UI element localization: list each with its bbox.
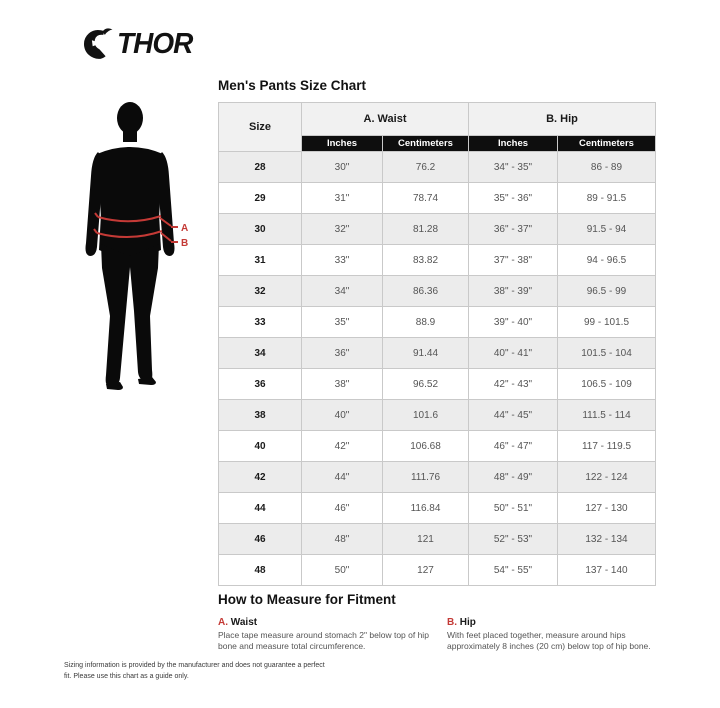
- waist-inches-cell: 33": [302, 245, 383, 276]
- hip-cm-cell: 106.5 - 109: [558, 369, 656, 400]
- hip-inches-cell: 40" - 41": [469, 338, 558, 369]
- waist-inches-cell: 48": [302, 524, 383, 555]
- waist-cm-cell: 81.28: [383, 214, 469, 245]
- measurement-figure: [68, 96, 220, 396]
- hip-cm-cell: 122 - 124: [558, 462, 656, 493]
- brand-logo-text: THOR: [117, 27, 193, 60]
- male-silhouette-diagram: [68, 96, 220, 396]
- table-row: [219, 276, 656, 307]
- waist-label-a: A: [181, 223, 189, 234]
- waist-cm-cell: 127: [383, 555, 469, 586]
- how-to-measure-title: How to Measure for Fitment: [218, 592, 396, 607]
- waist-cm-cell: 86.36: [383, 276, 469, 307]
- waist-cm-cell: 91.44: [383, 338, 469, 369]
- waist-inches-cell: 50": [302, 555, 383, 586]
- instruction-description: With feet placed together, measure around hips approximately 8 inches (20 cm) below top of hip bone.: [447, 630, 651, 652]
- table-row: [219, 555, 656, 586]
- table-row: [219, 245, 656, 276]
- hip-cm-cell: 96.5 - 99: [558, 276, 656, 307]
- hip-label-b: B: [181, 238, 189, 249]
- table-row: [219, 307, 656, 338]
- how-to-measure-section: [218, 592, 658, 653]
- hip-inches-cell: 54" - 55": [469, 555, 558, 586]
- table-row: [219, 183, 656, 214]
- waist-inches-cell: 36": [302, 338, 383, 369]
- hip-cm-cell: 137 - 140: [558, 555, 656, 586]
- col-header-size: Size: [219, 103, 302, 152]
- col-group-hip: B. Hip: [469, 103, 656, 136]
- waist-cm-cell: 76.2: [383, 152, 469, 183]
- hip-cm-cell: 111.5 - 114: [558, 400, 656, 431]
- hip-cm-cell: 91.5 - 94: [558, 214, 656, 245]
- hip-inches-cell: 36" - 37": [469, 214, 558, 245]
- hip-inches-cell: 35" - 36": [469, 183, 558, 214]
- hip-cm-cell: 94 - 96.5: [558, 245, 656, 276]
- hip-inches-cell: 44" - 45": [469, 400, 558, 431]
- hip-inches-cell: 39" - 40": [469, 307, 558, 338]
- size-cell: 34: [219, 338, 302, 369]
- table-row: [219, 338, 656, 369]
- thor-goat-helmet-icon: [82, 28, 114, 60]
- instruction-heading: [218, 617, 429, 628]
- col-header-waist-inches: Inches: [302, 136, 383, 152]
- col-header-waist-centimeters: Centimeters: [383, 136, 469, 152]
- col-group-waist: A. Waist: [302, 103, 469, 136]
- size-cell: 30: [219, 214, 302, 245]
- hip-inches-cell: 42" - 43": [469, 369, 558, 400]
- waist-inches-cell: 40": [302, 400, 383, 431]
- waist-inches-cell: 31": [302, 183, 383, 214]
- hip-inches-cell: 38" - 39": [469, 276, 558, 307]
- waist-inches-cell: 30": [302, 152, 383, 183]
- size-cell: 40: [219, 431, 302, 462]
- waist-cm-cell: 83.82: [383, 245, 469, 276]
- hip-inches-cell: 52" - 53": [469, 524, 558, 555]
- waist-cm-cell: 88.9: [383, 307, 469, 338]
- table-row: [219, 493, 656, 524]
- waist-inches-cell: 42": [302, 431, 383, 462]
- hip-cm-cell: 86 - 89: [558, 152, 656, 183]
- size-cell: 44: [219, 493, 302, 524]
- waist-cm-cell: 111.76: [383, 462, 469, 493]
- waist-inches-cell: 34": [302, 276, 383, 307]
- male-silhouette: [86, 102, 175, 390]
- size-cell: 29: [219, 183, 302, 214]
- size-chart-section: [218, 78, 655, 586]
- col-header-hip-inches: Inches: [469, 136, 558, 152]
- table-row: [219, 400, 656, 431]
- hip-cm-cell: 132 - 134: [558, 524, 656, 555]
- waist-cm-cell: 116.84: [383, 493, 469, 524]
- measure-instruction-waist: [218, 617, 447, 653]
- measure-instruction-hip: [447, 617, 658, 653]
- waist-cm-cell: 106.68: [383, 431, 469, 462]
- brand-logo: [82, 28, 192, 60]
- hip-cm-cell: 101.5 - 104: [558, 338, 656, 369]
- table-row: [219, 369, 656, 400]
- hip-inches-cell: 34" - 35": [469, 152, 558, 183]
- waist-inches-cell: 38": [302, 369, 383, 400]
- table-group-header-row: [219, 103, 656, 136]
- hip-cm-cell: 89 - 91.5: [558, 183, 656, 214]
- hip-inches-cell: 37" - 38": [469, 245, 558, 276]
- hip-cm-cell: 127 - 130: [558, 493, 656, 524]
- hip-inches-cell: 48" - 49": [469, 462, 558, 493]
- col-header-hip-centimeters: Centimeters: [558, 136, 656, 152]
- table-row: [219, 524, 656, 555]
- waist-inches-cell: 32": [302, 214, 383, 245]
- size-cell: 48: [219, 555, 302, 586]
- instruction-heading: [447, 617, 658, 628]
- size-cell: 32: [219, 276, 302, 307]
- page-title: Men's Pants Size Chart: [218, 78, 366, 93]
- hip-inches-cell: 50" - 51": [469, 493, 558, 524]
- instruction-name: Hip: [459, 617, 476, 628]
- size-chart-table: [218, 102, 656, 586]
- size-cell: 31: [219, 245, 302, 276]
- table-row: [219, 214, 656, 245]
- instruction-letter: B.: [447, 617, 457, 628]
- size-cell: 42: [219, 462, 302, 493]
- size-cell: 28: [219, 152, 302, 183]
- instruction-description: Place tape measure around stomach 2" below top of hip bone and measure total circumference.: [218, 630, 429, 652]
- size-cell: 36: [219, 369, 302, 400]
- table-row: [219, 462, 656, 493]
- instruction-name: Waist: [230, 617, 258, 628]
- instruction-letter: A.: [218, 617, 228, 628]
- table-row: [219, 431, 656, 462]
- waist-inches-cell: 46": [302, 493, 383, 524]
- sizing-disclaimer: Sizing information is provided by the manufacturer and does not guarantee a perfect fit. Please use this chart as a guide only.: [64, 662, 325, 680]
- hip-cm-cell: 117 - 119.5: [558, 431, 656, 462]
- size-cell: 46: [219, 524, 302, 555]
- hip-cm-cell: 99 - 101.5: [558, 307, 656, 338]
- size-cell: 33: [219, 307, 302, 338]
- size-cell: 38: [219, 400, 302, 431]
- hip-inches-cell: 46" - 47": [469, 431, 558, 462]
- waist-cm-cell: 78.74: [383, 183, 469, 214]
- waist-inches-cell: 35": [302, 307, 383, 338]
- waist-cm-cell: 101.6: [383, 400, 469, 431]
- waist-cm-cell: 96.52: [383, 369, 469, 400]
- waist-cm-cell: 121: [383, 524, 469, 555]
- table-row: [219, 152, 656, 183]
- waist-inches-cell: 44": [302, 462, 383, 493]
